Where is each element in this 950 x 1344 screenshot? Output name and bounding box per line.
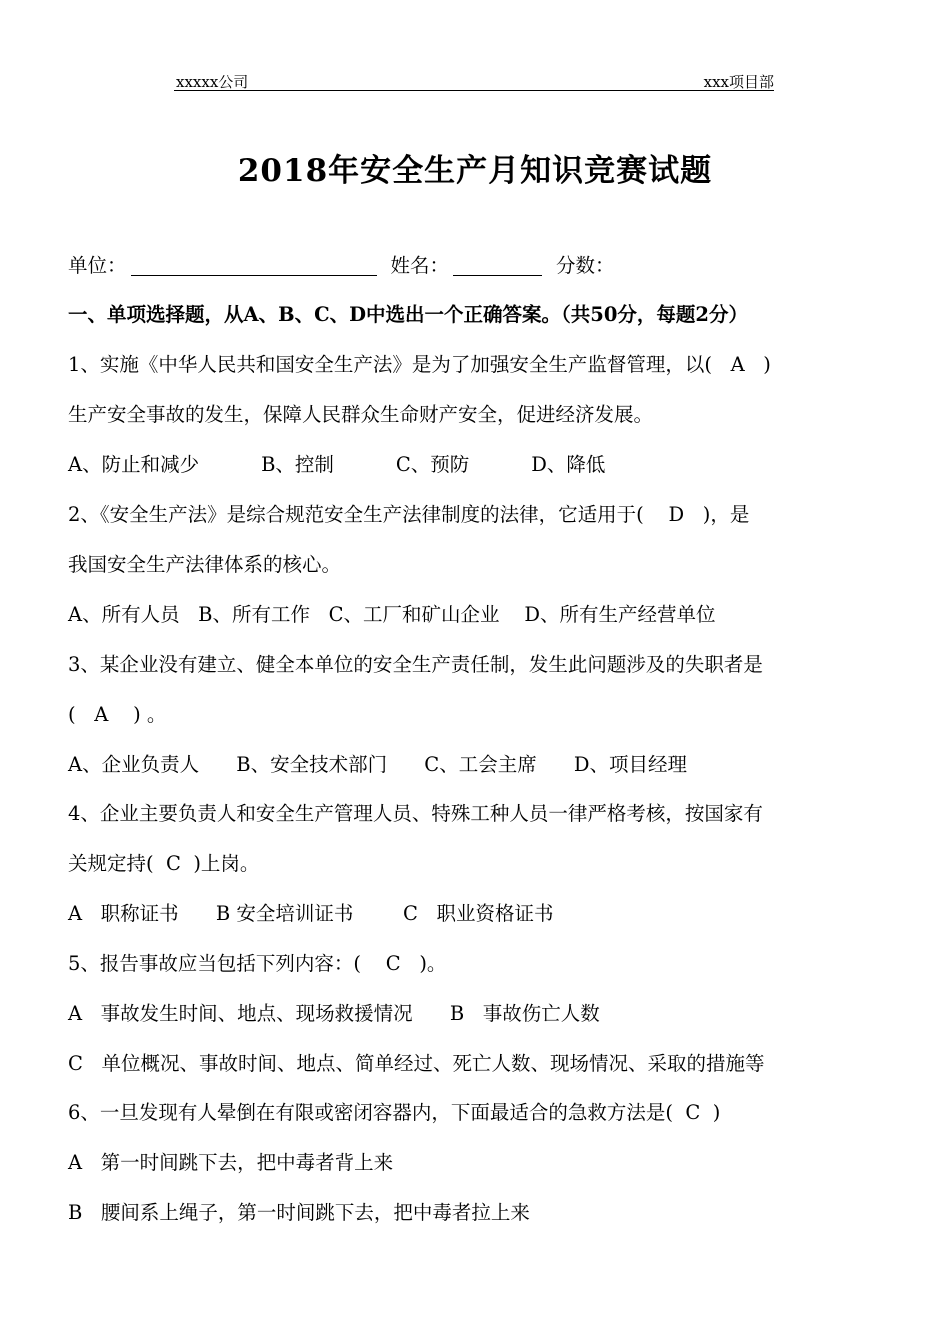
option-line: A 职称证书 B 安全培训证书 C 职业资格证书 [68,902,554,925]
company-name: xxxxx公司 [176,73,249,91]
section-heading: 一、单项选择题，从A、B、C、D中选出一个正确答案。（共50分，每题2分） [68,303,748,326]
page-header [174,70,774,91]
option-line: A、企业负责人 B、安全技术部门 C、工会主席 D、项目经理 [68,753,688,776]
option-line: B 腰间系上绳子，第一时间跳下去，把中毒者拉上来 [68,1201,530,1224]
info-row [68,252,615,280]
question-line: 1、实施《中华人民共和国安全生产法》是为了加强安全生产监督管理，以( A ) [68,353,771,376]
document-title: 2018年安全生产月知识竞赛试题 [237,153,713,189]
question-line: 我国安全生产法律体系的核心。 [68,553,342,576]
question-line: 生产安全事故的发生，保障人民群众生命财产安全，促进经济发展。 [68,403,654,426]
score-label: 分数： [556,254,615,277]
name-label: 姓名： [390,254,450,277]
project-name: xxx项目部 [703,73,774,91]
question-line: ( A ) 。 [68,703,167,726]
question-line: 关规定持( C )上岗。 [68,852,260,875]
option-line: A 第一时间跳下去，把中毒者背上来 [68,1151,394,1174]
option-line: C 单位概况、事故时间、地点、简单经过、死亡人数、现场情况、采取的措施等 [68,1052,765,1075]
option-line: A、防止和减少 B、控制 C、预防 D、降低 [68,453,606,476]
question-line: 6、一旦发现有人晕倒在有限或密闭容器内，下面最适合的急救方法是( C ) [68,1101,721,1124]
option-line: A 事故发生时间、地点、现场救援情况 B 事故伤亡人数 [68,1002,600,1025]
question-line: 4、企业主要负责人和安全生产管理人员、特殊工种人员一律严格考核，按国家有 [68,802,763,825]
question-line: 5、报告事故应当包括下列内容：( C )。 [68,952,447,975]
option-line: A、所有人员 B、所有工作 C、工厂和矿山企业 D、所有生产经营单位 [68,603,716,626]
unit-label: 单位： [68,254,127,277]
unit-blank [131,255,377,276]
question-line: 2、《安全生产法》是综合规范安全生产法律制度的法律，它适用于( D )，是 [68,503,750,526]
question-line: 3、某企业没有建立、健全本单位的安全生产责任制，发生此问题涉及的失职者是 [68,653,763,676]
name-blank [453,255,542,276]
